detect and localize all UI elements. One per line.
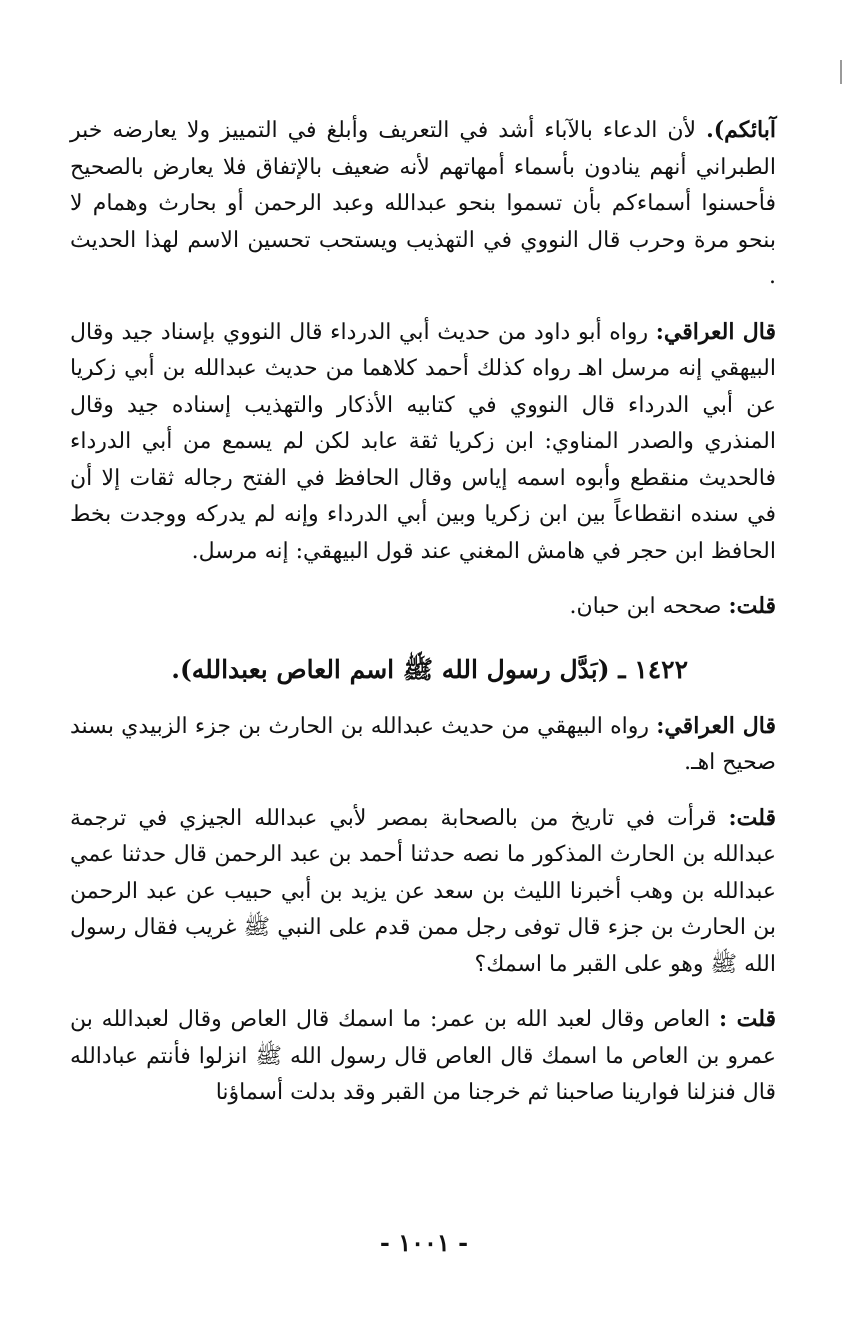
- note-text: صححه ابن حبان.: [569, 594, 729, 619]
- paragraph-text: قرأت في تاريخ من بالصحابة بمصر لأبي عبدالله الجيزي في ترجمة عبدالله بن الحارث المذكور ما نصه حدثنا أحمد بن عبد الرحمن قال حدثنا عمي عبدالله بن وهب أخبرنا الليث بن سعد عن يزيد بن أبي حبيب عن عبد الرحمن بن الحارث بن جزء قال توفى رجل ممن قدم على النبي ﷺ غريب فقال رسول الله ﷺ وهو على القبر ما اسمك؟: [70, 805, 776, 977]
- paragraph-lead: قلت :: [719, 1006, 777, 1032]
- paragraph-qult-2: [70, 800, 776, 984]
- paragraph-text: لأن الدعاء بالآباء أشد في التعريف وأبلغ في التمييز ولا يعارضه خبر الطبراني أنهم ينادون بأسماء أمهاتهم لأنه ضعيف بالإتفاق فلا يعارض بالصحيح فأحسنوا أسماءكم بأن تسموا بنحو عبدالله وعبد الرحمن أو بحارث وهمام لا بنحو مرة وحرب قال النووي في التهذيب ويستحب تحسين الاسم لهذا الحديث .: [70, 118, 776, 289]
- paragraph-text: رواه البيهقي من حديث عبدالله بن الحارث بن جزء الزبيدي بسند صحيح اهـ.: [70, 713, 776, 775]
- note-lead: قلت:: [728, 593, 776, 619]
- scan-edge-mark: [840, 60, 842, 84]
- paragraph-text: العاص وقال لعبد الله بن عمر: ما اسمك قال العاص وقال لعبدالله بن عمرو بن العاص ما اسمك قال العاص قال رسول الله ﷺ انزلوا فأنتم عبادالله قال فنزلنا فوارينا صاحبنا ثم خرجنا من القبر وقد بدلت أسماؤنا: [70, 1007, 776, 1105]
- paragraph-iraqi-2: [70, 708, 776, 782]
- paragraph-qult-3: [70, 1001, 776, 1112]
- paragraph-lead: قال العراقي:: [656, 712, 776, 739]
- paragraph-commentary: [70, 112, 776, 296]
- paragraph-lead: قلت:: [728, 804, 776, 831]
- note-qult-1: [70, 588, 776, 626]
- page-number: - ١٠٠١ -: [379, 1228, 469, 1257]
- page-body: [70, 112, 776, 1130]
- hadith-heading: ١٤٢٢ ـ (بَدَّل رسول الله ﷺ اسم العاص بعبدالله).: [171, 654, 688, 684]
- paragraph-lead: قال العراقي:: [655, 318, 776, 345]
- paragraph-text: رواه أبو داود من حديث أبي الدرداء قال النووي بإسناد جيد وقال البيهقي إنه مرسل اهـ رواه كذلك أحمد كلاهما من حديث عبدالله بن أبي زكريا عن أبي الدرداء قال النووي في كتابيه الأذكار والتهذيب إسناده جيد وقال المنذري والصدر المناوي: ابن زكريا ثقة عابد لكن لم يسمع من أبي الدرداء فالحديث منقطع وأبوه اسمه إياس وقال الحافظ في الفتح رجاله ثقات إلا أن في سنده انقطاعاً بين ابن زكريا وبين أبي الدرداء وإنه لم يدركه ووجدت بخط الحافظ ابن حجر في هامش المغني عند قول البيهقي: إنه مرسل.: [70, 319, 776, 564]
- paragraph-iraqi-1: [70, 314, 776, 571]
- paragraph-lead: آبائكم).: [706, 117, 776, 143]
